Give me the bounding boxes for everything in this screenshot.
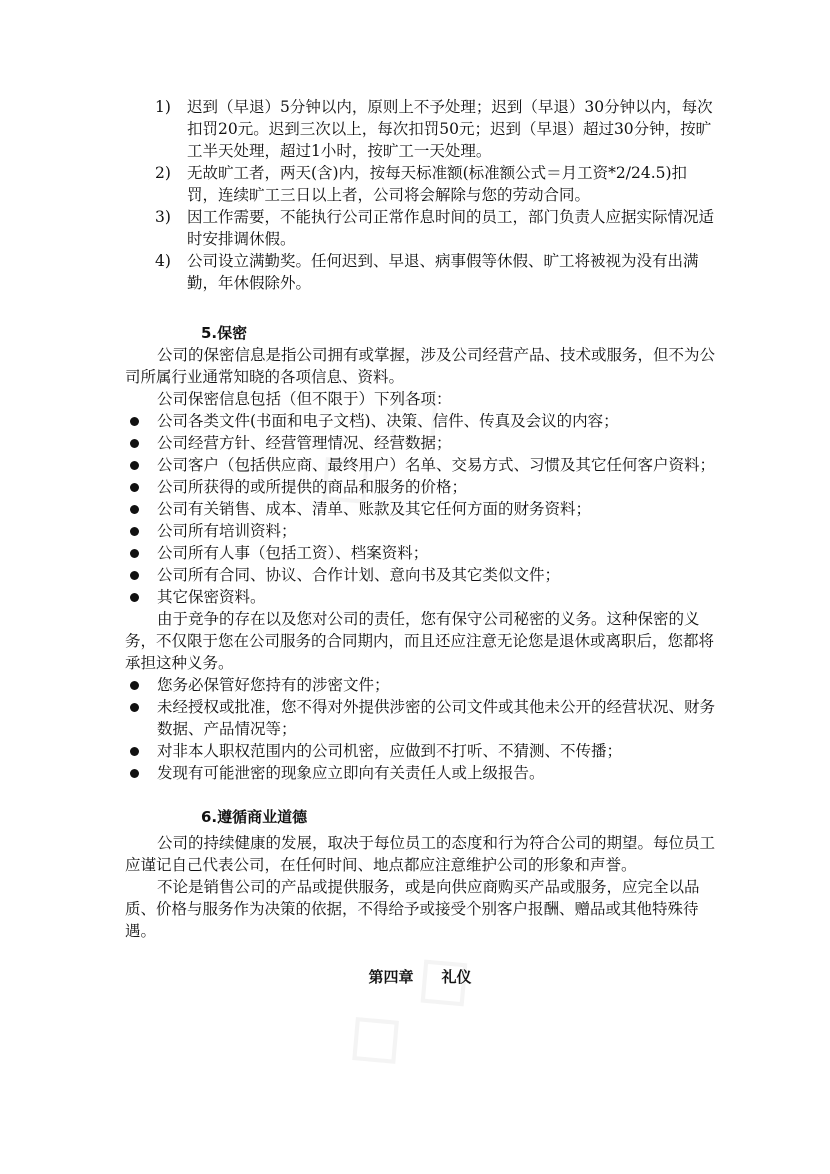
paragraph: 由于竞争的存在以及您对公司的责任，您有保守公司秘密的义务。这种保密的义务，不仅限于您在公司服务的合同期内，而且还应注意无论您是退休或离职后，您都将承担这种义务。: [125, 610, 715, 672]
paragraph: 公司保密信息包括（但不限于）下列各项：: [157, 390, 452, 408]
list-item: 2) 无故旷工者，两天(含)内，按每天标准额(标准额公式＝月工资*2/24.5)扣罚，连续旷工三日以上者，公司将会解除与您的劳动合同。: [155, 164, 688, 204]
bullet-icon: [130, 593, 139, 602]
list-item: 公司经营方针、经营管理情况、经营数据；: [125, 432, 715, 454]
list-item: 公司客户（包括供应商、最终用户）名单、交易方式、习惯及其它任何客户资料；: [125, 454, 715, 476]
bullet-icon: [130, 681, 139, 690]
bullet-icon: [130, 549, 139, 558]
bullet-icon: [130, 703, 139, 712]
bullet-icon: [130, 571, 139, 580]
attendance-rules-list: [125, 96, 715, 294]
list-item: 发现有可能泄密的现象应立即向有关责任人或上级报告。: [125, 762, 715, 784]
paragraph: 公司的保密信息是指公司拥有或掌握，涉及公司经营产品、技术或服务，但不为公司所属行业通常知晓的各项信息、资料。: [125, 346, 716, 386]
section-heading: 5.保密: [201, 324, 248, 342]
list-item: 4) 公司设立满勤奖。任何迟到、早退、病事假等休假、旷工将被视为没有出满勤，年休假除外。: [155, 252, 699, 292]
bullet-icon: [130, 461, 139, 470]
list-item: 公司所获得的或所提供的商品和服务的价格；: [125, 476, 715, 498]
bullet-icon: [130, 747, 139, 756]
confidential-items-list: [125, 410, 715, 608]
list-item: 未经授权或批准，您不得对外提供涉密的公司文件或其他未公开的经营状况、财务数据、产品情况等；: [125, 696, 715, 740]
document-page: [125, 96, 715, 988]
confidentiality-rules-list: [125, 674, 715, 784]
list-item: 公司所有培训资料；: [125, 520, 715, 542]
list-item: 3) 因工作需要，不能执行公司正常作息时间的员工，部门负责人应据实际情况适时安排调休假。: [155, 208, 715, 248]
list-item: 1) 迟到（早退）5分钟以内，原则上不予处理；迟到（早退）30分钟以内，每次扣罚20元。迟到三次以上，每次扣罚50元；迟到（早退）超过30分钟，按旷工半天处理，超过1小时，按旷工一天处理。: [155, 98, 713, 160]
chapter-title: 第四章 礼仪: [368, 968, 472, 986]
list-item: 对非本人职权范围内的公司机密，应做到不打听、不猜测、不传播；: [125, 740, 715, 762]
bullet-icon: [130, 769, 139, 778]
list-item: 公司各类文件(书面和电子文档)、决策、信件、传真及会议的内容；: [125, 410, 715, 432]
bullet-icon: [130, 527, 139, 536]
list-item: 您务必保管好您持有的涉密文件；: [125, 674, 715, 696]
bullet-icon: [130, 417, 139, 426]
list-item: 公司所有合同、协议、合作计划、意向书及其它类似文件；: [125, 564, 715, 586]
section-heading: 6.遵循商业道德: [201, 808, 308, 826]
paragraph: 公司的持续健康的发展，取决于每位员工的态度和行为符合公司的期望。每位员工应谨记自己代表公司，在任何时间、地点都应注意维护公司的形象和声誉。: [125, 834, 716, 874]
bullet-icon: [130, 505, 139, 514]
bullet-icon: [130, 483, 139, 492]
list-item: 其它保密资料。: [125, 586, 715, 608]
bullet-icon: [130, 439, 139, 448]
list-item: 公司所有人事（包括工资）、档案资料；: [125, 542, 715, 564]
list-item: 公司有关销售、成本、清单、账款及其它任何方面的财务资料；: [125, 498, 715, 520]
paragraph: 不论是销售公司的产品或提供服务，或是向供应商购买产品或服务，应完全以品质、价格与服务作为决策的依据，不得给予或接受个别客户报酬、赠品或其他特殊待遇。: [125, 878, 700, 940]
